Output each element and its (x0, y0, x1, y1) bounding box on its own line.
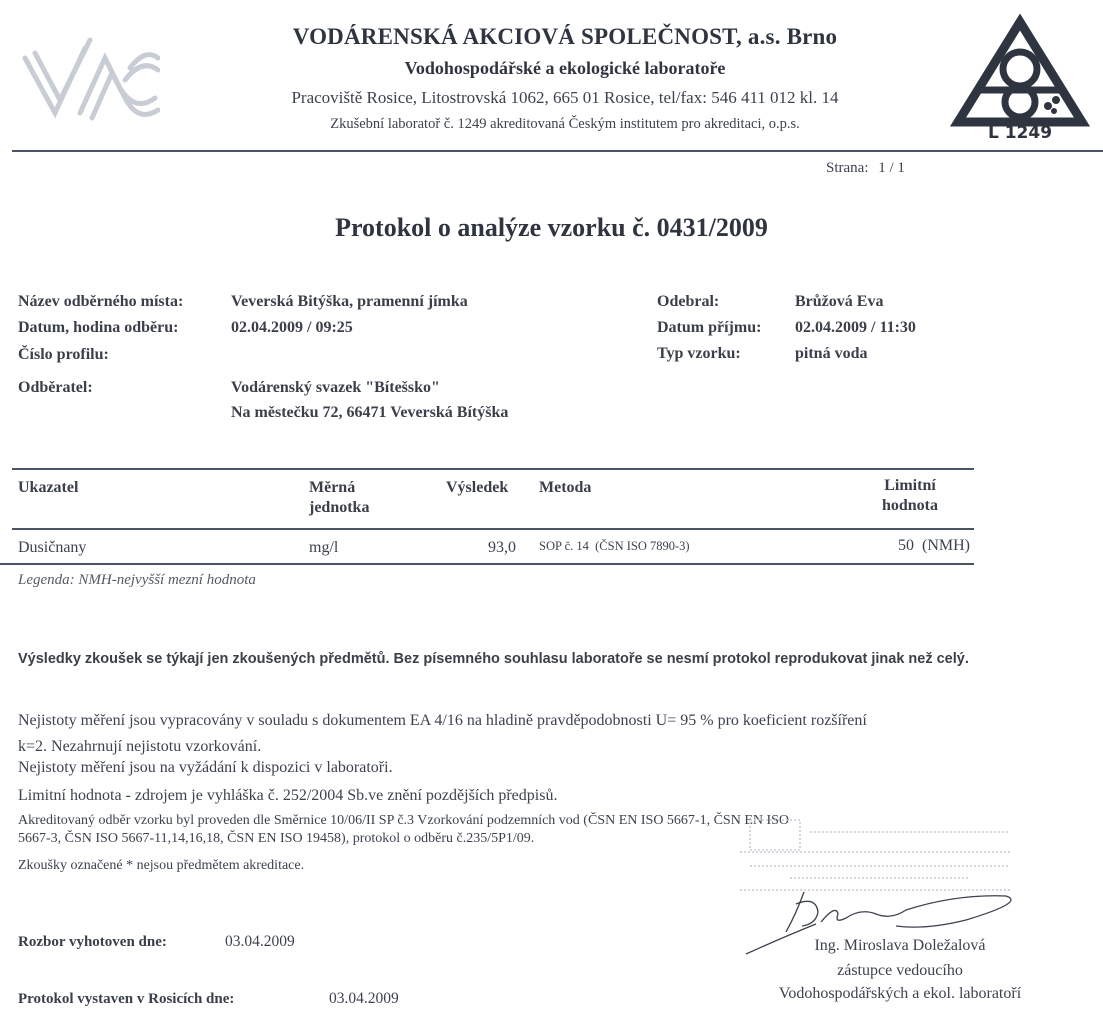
accreditation-note: Zkoušky označené * nejsou předmětem akreditace. (18, 858, 305, 873)
laboratory-address: Pracoviště Rosice, Litostrovská 1062, 665 01 Rosice, tel/fax: 546 411 012 kl. 14 (291, 88, 839, 107)
issue-date-value: 03.04.2009 (329, 990, 399, 1007)
page-value: 1 / 1 (878, 160, 905, 176)
signer-role: zástupce vedoucího (837, 962, 963, 979)
cell-indicator: Dusičnany (18, 539, 87, 556)
site-value: Veverská Bitýška, pramenní jímka (231, 293, 468, 310)
uncertainty-note-1: Nejistoty měření jsou vypracovány v souladu s dokumentem EA 4/16 na hladině pravděpodobnosti U= 95 % pro koeficient rozšíření (18, 712, 867, 729)
col-header-limit-line1: Limitní (884, 477, 936, 494)
col-header-result: Výsledek (446, 479, 509, 496)
uncertainty-note-3: Nejistoty měření jsou na vyžádání k dispozici v laboratoři. (18, 759, 393, 776)
accreditation-statement: Zkušební laboratoř č. 1249 akreditovaná Českým institutem pro akreditaci, o.p.s. (330, 116, 800, 132)
profile-label: Číslo profilu: (18, 346, 109, 363)
sampled-by-value: Brůžová Eva (795, 293, 884, 310)
uncertainty-note-2: k=2. Nezahrnují nejistotu vzorkování. (18, 738, 262, 755)
col-header-unit-line1: Měrná (309, 479, 356, 496)
analysis-date-value: 03.04.2009 (225, 933, 295, 950)
sampling-note-2: 5667-3, ČSN ISO 5667-11,14,16,18, ČSN EN ISO 19458), protokol o odběru č.235/5P1/09. (18, 831, 535, 846)
col-header-limit (860, 476, 960, 516)
table-top-rule (12, 468, 974, 470)
col-header-method: Metoda (539, 479, 592, 496)
table-legend: Legenda: NMH-nejvyšší mezní hodnota (18, 572, 256, 588)
signer-department: Vodohospodářských a ekol. laboratoří (778, 985, 1022, 1002)
received-value: 02.04.2009 / 11:30 (795, 319, 916, 336)
received-label: Datum příjmu: (657, 319, 762, 336)
cell-unit: mg/l (309, 539, 339, 556)
cell-result: 93,0 (488, 539, 516, 556)
col-header-limit-line2: hodnota (881, 497, 939, 514)
signer-name: Ing. Miroslava Doležalová (814, 937, 986, 954)
sampled-by-label: Odebral: (657, 293, 720, 310)
sample-type-value: pitná voda (795, 345, 868, 362)
logo-label: L 1249 (987, 123, 1053, 143)
table-bottom-rule (0, 563, 974, 565)
document-title: Protokol o analýze vzorku č. 0431/2009 (335, 213, 768, 242)
disclaimer: Výsledky zkoušek se týkají jen zkoušených předmětů. Bez písemného souhlasu laboratoře se nesmí protokol reprodukovat jinak než celý. (18, 651, 969, 667)
vas-logo (20, 28, 160, 128)
sampling-date-label: Datum, hodina odběru: (18, 319, 179, 336)
limit-source-note: Limitní hodnota - zdrojem je vyhláška č. 252/2004 Sb.ve znění pozdějších předpisů. (18, 787, 558, 804)
laboratory-name: Vodohospodářské a ekologické laboratoře (404, 58, 726, 78)
customer-address: Na městečku 72, 66471 Veverská Bítýška (231, 404, 509, 421)
cell-limit: 50 (NMH) (898, 537, 970, 554)
col-header-unit-line2: jednotka (309, 499, 370, 516)
page-indicator (826, 160, 905, 177)
issue-date-label: Protokol vystaven v Rosicích dne: (18, 991, 235, 1007)
col-header-unit (309, 478, 369, 518)
sample-type-label: Typ vzorku: (657, 345, 741, 362)
table-header-rule (12, 528, 974, 530)
analysis-date-label: Rozbor vyhotoven dne: (18, 934, 167, 950)
laboratory-stamp (730, 812, 1020, 892)
sampling-date-value: 02.04.2009 / 09:25 (231, 319, 353, 336)
page-label: Strana: (826, 160, 869, 176)
site-label: Název odběrného místa: (18, 293, 184, 310)
col-header-indicator: Ukazatel (18, 479, 79, 496)
customer-label: Odběratel: (18, 379, 93, 396)
cell-method: SOP č. 14 (ČSN ISO 7890-3) (539, 539, 690, 553)
header-divider (12, 150, 1103, 152)
accreditation-logo (950, 14, 1090, 144)
customer-name: Vodárenský svazek "Bítešsko" (231, 379, 440, 396)
company-name: VODÁRENSKÁ AKCIOVÁ SPOLEČNOST, a.s. Brno (292, 24, 838, 49)
sampling-note-1: Akreditovaný odběr vzorku byl proveden dle Směrnice 10/06/II SP č.3 Vzorkování podzemních vod (ČSN EN ISO 5667-1, ČSN EN ISO (18, 813, 790, 828)
